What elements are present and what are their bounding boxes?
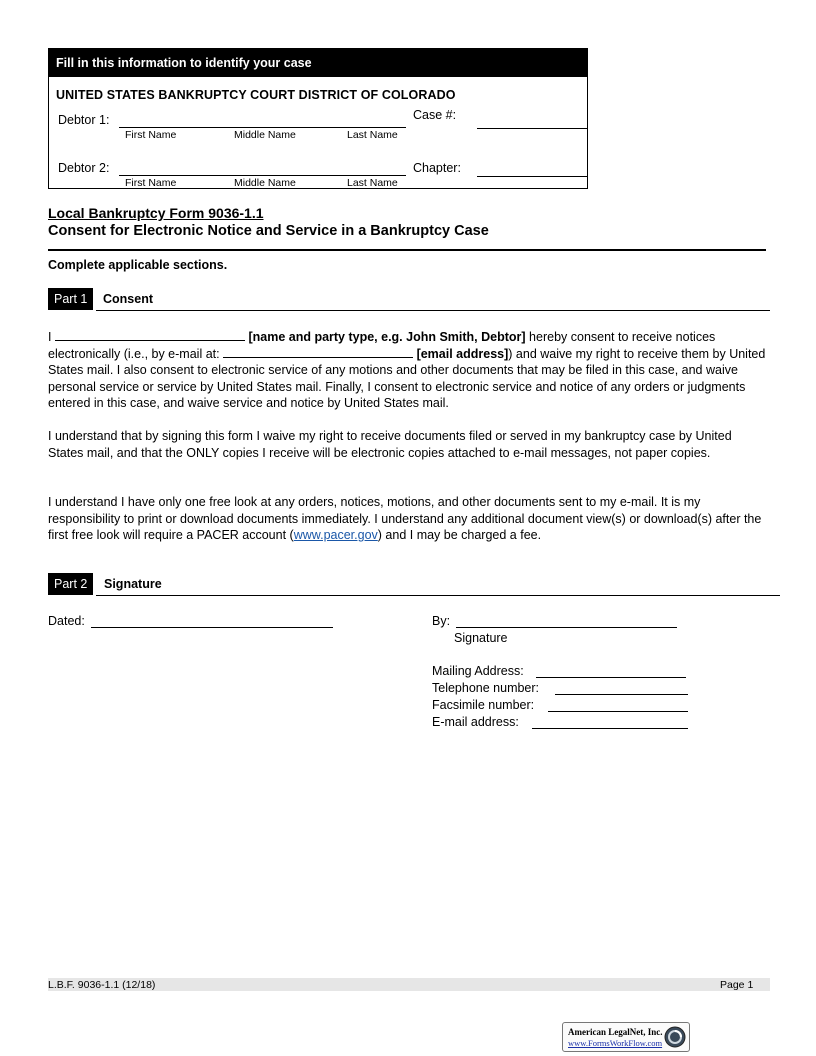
dated-label: Dated: — [48, 614, 85, 628]
brand-badge[interactable] — [562, 1022, 690, 1052]
chapter-field[interactable] — [477, 176, 588, 177]
telephone-label: Telephone number: — [432, 681, 540, 695]
footer-bar — [48, 978, 770, 991]
chapter-label: Chapter: — [413, 161, 461, 175]
footer-form-id: L.B.F. 9036-1.1 (12/18) — [48, 979, 156, 991]
mailing-address-label: Mailing Address: — [432, 664, 524, 678]
part1-tab: Part 1 — [48, 288, 93, 310]
title-divider — [48, 249, 766, 251]
footer-page-number: Page 1 — [720, 979, 754, 991]
by-label: By: — [432, 614, 451, 628]
consent-pronoun: I — [48, 330, 52, 344]
signature-caption: Signature — [454, 631, 508, 645]
part2-title: Signature — [104, 577, 162, 591]
consent-text-3: I understand I have only one free look at any orders, notices, motions, and other documents sent to my e-mail. It is my responsibility to print or download documents immediately. I understand any additional document view(s) or download(s) after the first free look will require a PACER account ( — [48, 495, 762, 542]
party-name-hint: [name and party type, e.g. John Smith, Debtor] — [248, 330, 526, 344]
debtor1-name-field[interactable] — [119, 127, 406, 128]
signature-field[interactable] — [456, 627, 677, 628]
consent-text-4: ) and I may be charged a fee. — [377, 528, 542, 542]
email-field[interactable] — [532, 728, 688, 729]
case-info-box — [48, 48, 588, 189]
debtor1-first-name-caption: First Name — [125, 129, 177, 141]
consent-text-2: ) and waive my right to receive them by United States mail. I also consent to electronic service of any motions and other documents that may be filed in this case, and waive personal service or service by United States mail. Finally, I consent to electronic service and notice of any orders or judgments entered in this case, and waive service and notice by United States mail. — [48, 346, 766, 410]
consent-paragraph-1 — [48, 329, 770, 412]
email-label: E-mail address: — [432, 715, 519, 729]
pacer-link[interactable]: www.pacer.gov — [293, 528, 378, 542]
part2-tab: Part 2 — [48, 573, 93, 595]
facsimile-field[interactable] — [548, 711, 688, 712]
debtor1-middle-name-caption: Middle Name — [234, 129, 296, 141]
dated-field[interactable] — [91, 627, 333, 628]
debtor1-label: Debtor 1: — [58, 113, 110, 127]
case-number-label: Case #: — [413, 108, 457, 122]
brand-logo-icon — [664, 1026, 686, 1048]
debtor2-middle-name-caption: Middle Name — [234, 177, 296, 189]
email-address-field[interactable] — [223, 346, 413, 358]
telephone-field[interactable] — [555, 694, 688, 695]
debtor2-name-field[interactable] — [119, 175, 406, 176]
party-name-field[interactable] — [55, 329, 245, 341]
court-name: UNITED STATES BANKRUPTCY COURT DISTRICT OF COLORADO — [56, 88, 456, 102]
consent-paragraph-2: I understand that by signing this form I waive my right to receive documents filed or served in my bankruptcy case by United States mail, and that the ONLY copies I receive will be electronic copies attached to e-mail messages, not paper copies. — [48, 429, 732, 460]
debtor2-label: Debtor 2: — [58, 161, 110, 175]
debtor2-first-name-caption: First Name — [125, 177, 177, 189]
case-number-field[interactable] — [477, 128, 588, 129]
instructions: Complete applicable sections. — [48, 258, 228, 272]
brand-name: American LegalNet, Inc. — [568, 1027, 663, 1037]
part1-title: Consent — [103, 292, 153, 306]
part2-divider — [96, 595, 780, 596]
debtor2-last-name-caption: Last Name — [347, 177, 398, 189]
brand-url[interactable]: www.FormsWorkFlow.com — [568, 1038, 663, 1048]
consent-paragraph-3 — [48, 494, 770, 544]
part1-divider — [96, 310, 770, 311]
email-address-hint: [email address] — [416, 346, 509, 361]
facsimile-label: Facsimile number: — [432, 698, 535, 712]
debtor1-last-name-caption: Last Name — [347, 129, 398, 141]
case-info-header: Fill in this information to identify your case — [49, 49, 587, 77]
form-title: Local Bankruptcy Form 9036-1.1 — [48, 205, 264, 221]
consent-text-1: hereby consent to receive notices electronically (i.e., by e-mail at: — [48, 330, 716, 361]
form-subtitle: Consent for Electronic Notice and Service in a Bankruptcy Case — [48, 223, 489, 239]
mailing-address-field[interactable] — [536, 677, 686, 678]
